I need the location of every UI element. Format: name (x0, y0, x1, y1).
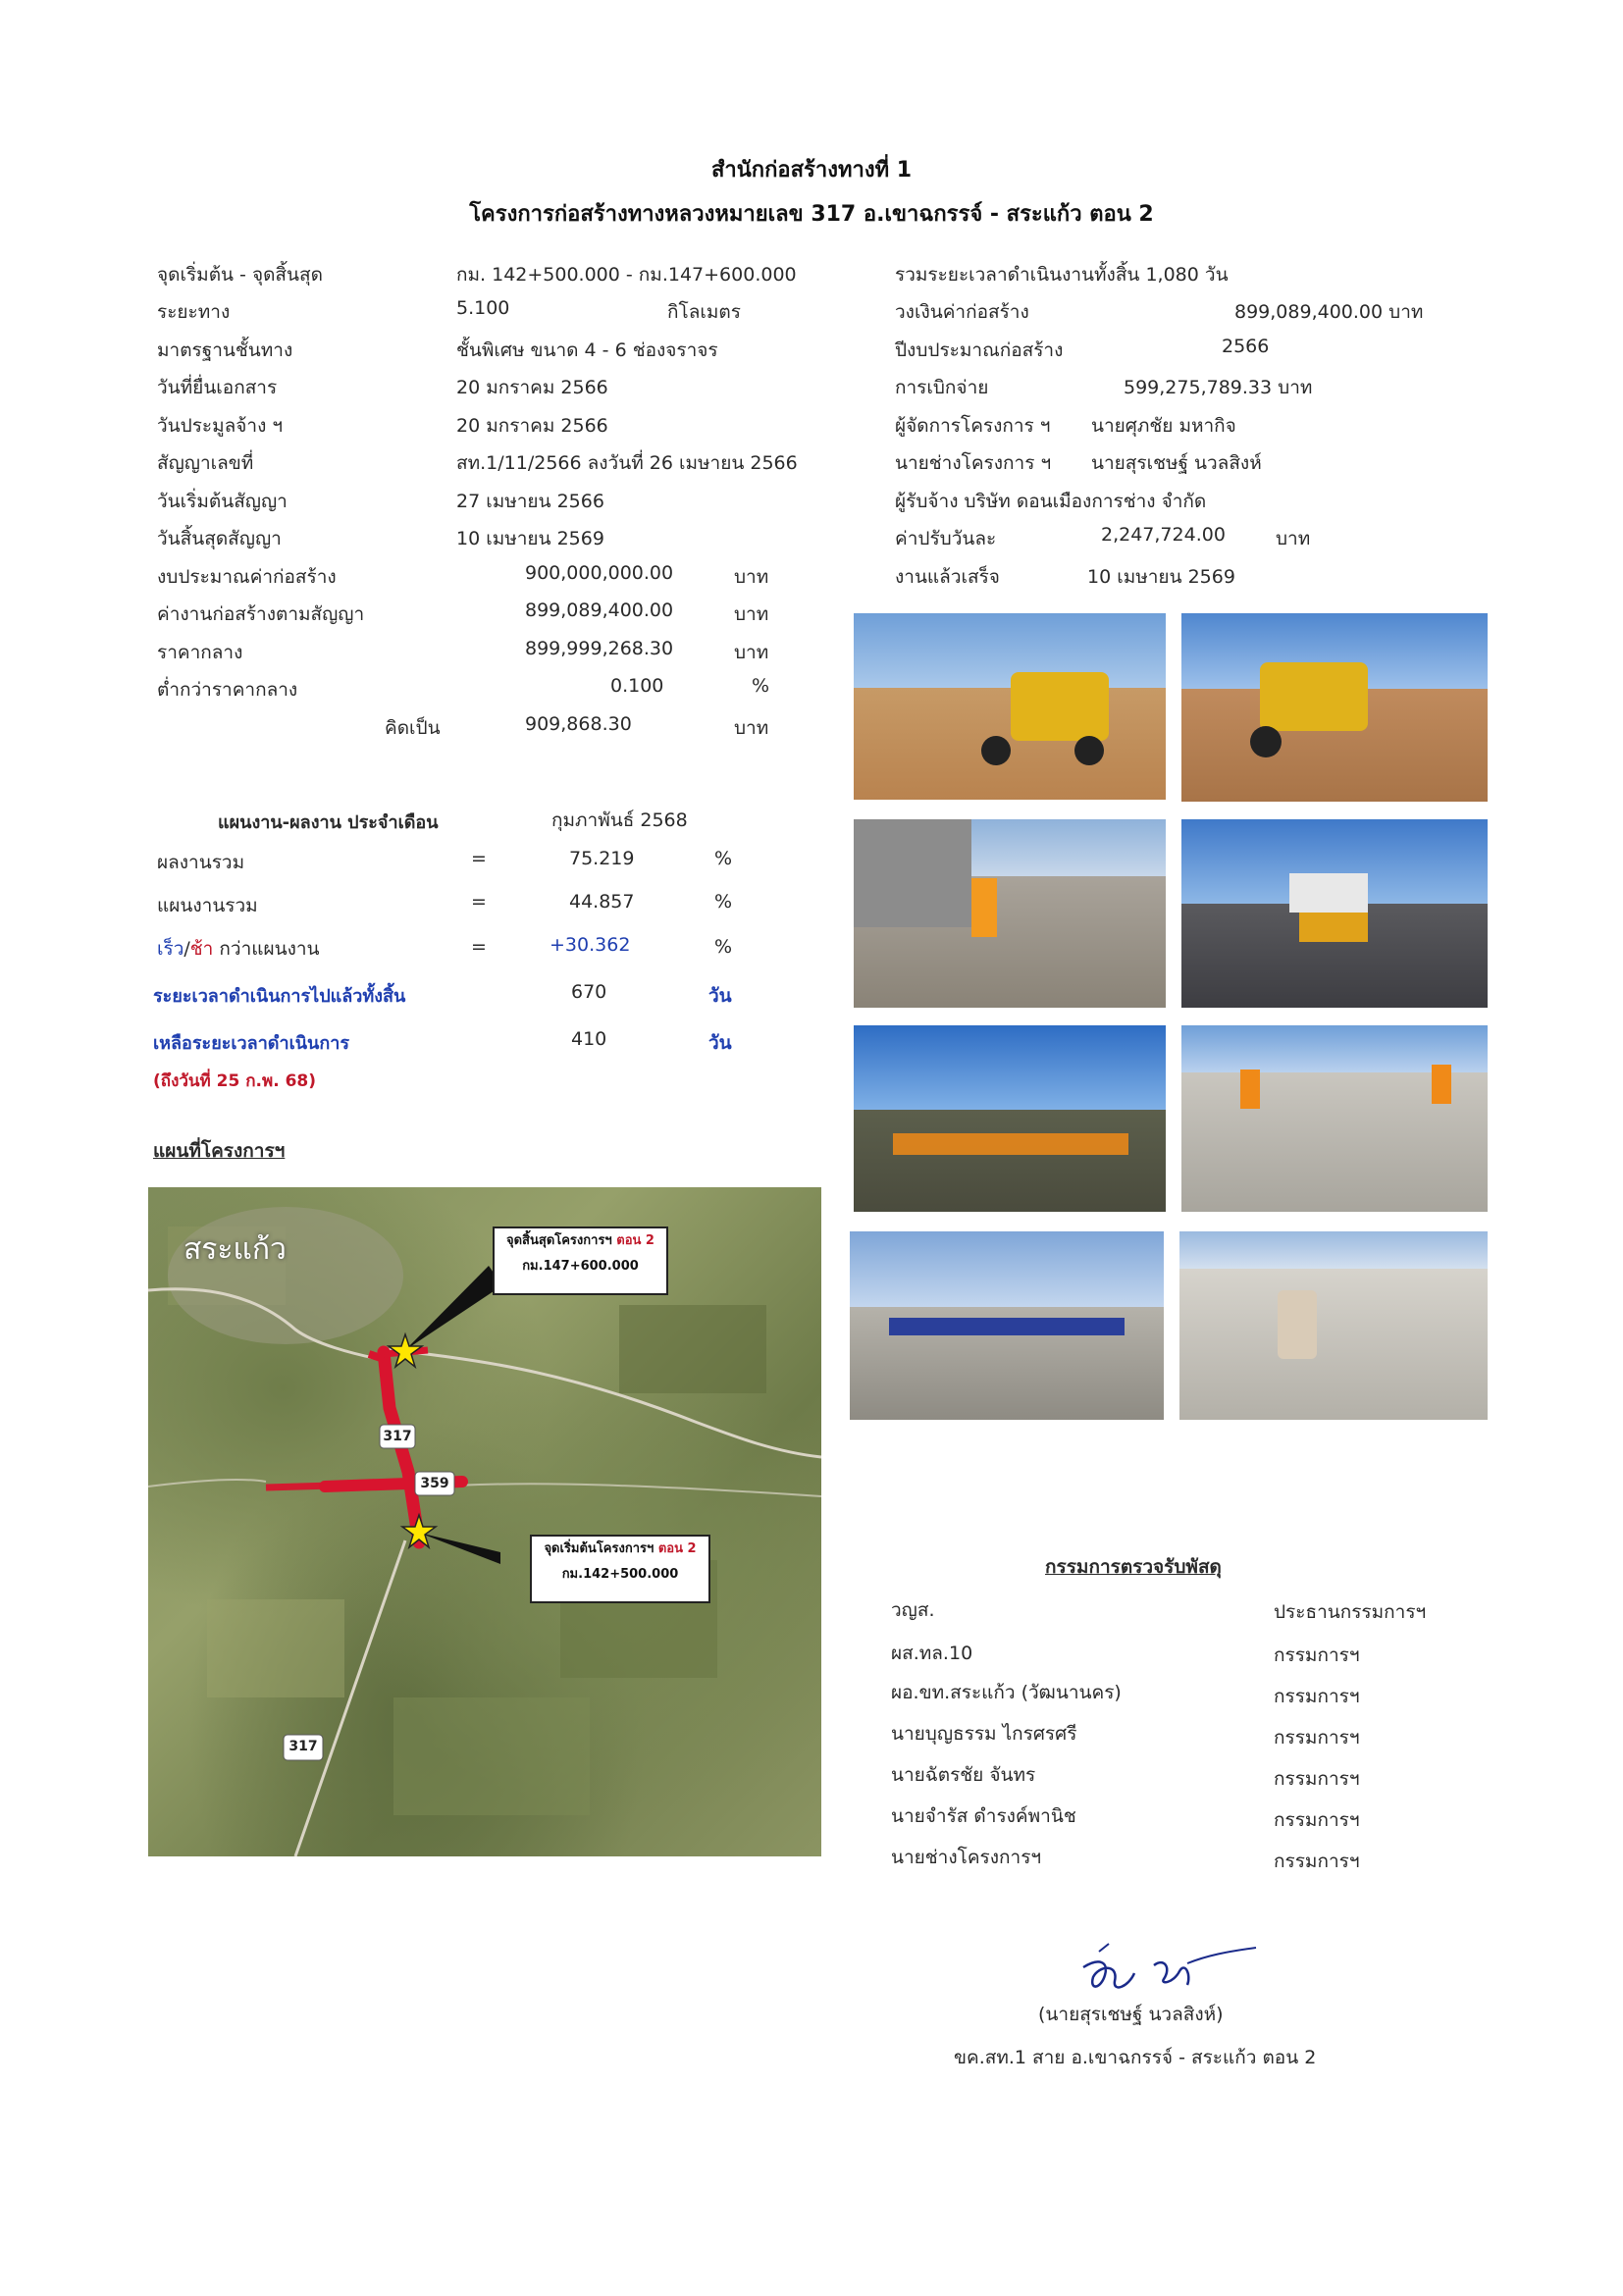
ahead-word: เร็ว (157, 938, 184, 960)
committee-member-name: ผอ.ขท.สระแก้ว (วัฒนานคร) (891, 1682, 1122, 1703)
handwritten-signature (1070, 1938, 1266, 2007)
budget-label: ราคากลาง (157, 642, 243, 663)
progress-eq: = (471, 891, 487, 913)
start-point-km: กม.142+500.000 (561, 1567, 679, 1582)
fiscal-year-value: 2566 (1222, 336, 1270, 357)
construction-photo-barrier-plaster (1179, 1231, 1488, 1420)
construction-photo-workers (854, 1025, 1166, 1212)
end-point-section: ตอน 2 (616, 1233, 654, 1248)
info-label: วันที่ยื่นเอกสาร (157, 377, 278, 398)
info-label: จุดเริ่มต้น - จุดสิ้นสุด (157, 264, 323, 286)
elapsed-label: ระยะเวลาดำเนินการไปแล้วทั้งสิ้น (153, 986, 406, 1007)
budget-value: 899,999,268.30 (525, 638, 674, 659)
info-value: 20 มกราคม 2566 (456, 377, 608, 398)
map-city-label: สระแก้ว (183, 1232, 287, 1267)
map-svg (148, 1187, 821, 1856)
info-value: 10 เมษายน 2569 (456, 528, 604, 549)
start-point-title-line (532, 1537, 708, 1562)
remaining-label: เหลือระยะเวลาดำเนินการ (153, 1033, 350, 1054)
end-point-title: จุดสิ้นสุดโครงการฯ (506, 1233, 612, 1248)
progress-unit: % (714, 936, 733, 958)
info-unit: กิโลเมตร (667, 301, 741, 323)
committee-member-role: กรรมการฯ (1274, 1768, 1360, 1790)
progress-month: กุมภาพันธ์ 2568 (551, 809, 688, 831)
committee-member-role: กรรมการฯ (1274, 1686, 1360, 1707)
budget-unit: บาท (734, 642, 769, 663)
progress-heading: แผนงาน-ผลงาน ประจำเดือน (218, 812, 439, 833)
progress-eq: = (471, 936, 487, 958)
progress-label: แผนงานรวม (157, 895, 258, 916)
info-value: 5.100 (456, 297, 510, 319)
end-point-km: กม.147+600.000 (522, 1259, 639, 1274)
completion-label: งานแล้วเสร็จ (895, 566, 1000, 588)
map-heading: แผนที่โครงการฯ (153, 1140, 286, 1162)
slash: / (183, 938, 190, 960)
info-value: สท.1/11/2566 ลงวันที่ 26 เมษายน 2566 (456, 452, 798, 474)
construction-photo-grader (854, 613, 1166, 800)
progress-value: 75.219 (569, 848, 635, 869)
budget-value: 909,868.30 (525, 713, 632, 735)
committee-member-name: นายฉัตรชัย จันทร (891, 1764, 1036, 1786)
committee-member-role: กรรมการฯ (1274, 1644, 1360, 1666)
info-value: กม. 142+500.000 - กม.147+600.000 (456, 264, 797, 286)
start-point-title: จุดเริ่มต้นโครงการฯ (544, 1541, 654, 1556)
route-shield-317: 317 (288, 1739, 318, 1754)
committee-heading: กรรมการตรวจรับพัสดุ (1045, 1556, 1222, 1578)
disbursement-value: 599,275,789.33 บาท (1124, 377, 1313, 398)
elapsed-value: 670 (571, 981, 607, 1003)
progress-unit: % (714, 848, 733, 869)
progress-eq: = (471, 848, 487, 869)
info-label: มาตรฐานชั้นทาง (157, 339, 293, 361)
progress-value: 44.857 (569, 891, 635, 913)
remaining-value: 410 (571, 1028, 607, 1050)
project-manager-label: ผู้จัดการโครงการ ฯ (895, 415, 1051, 437)
route-shield-317-top: 317 (383, 1429, 412, 1444)
info-value: ชั้นพิเศษ ขนาด 4 - 6 ช่องจราจร (456, 339, 718, 361)
info-label: วันประมูลจ้าง ฯ (157, 415, 284, 437)
committee-member-name: ผส.ทล.10 (891, 1643, 973, 1664)
duration-text: รวมระยะเวลาดำเนินงานทั้งสิ้น 1,080 วัน (895, 264, 1229, 286)
project-title: โครงการก่อสร้างทางหลวงหมายเลข 317 อ.เขาฉกรรจ์ - สระแก้ว ตอน 2 (469, 202, 1154, 227)
project-map (148, 1187, 821, 1856)
budget-label: งบประมาณค่าก่อสร้าง (157, 566, 337, 588)
committee-member-name: วญส. (891, 1599, 935, 1621)
ahead-behind-label (157, 934, 320, 964)
signatory-name: (นายสุรเชษฐ์ นวลสิงห์) (1038, 2004, 1224, 2025)
start-point-section: ตอน 2 (657, 1541, 697, 1556)
construction-photo-concrete-pour (854, 819, 1166, 1008)
budget-label: ต่ำกว่าราคากลาง (157, 679, 298, 701)
construction-photo-finishing (1181, 1025, 1488, 1212)
info-value: 20 มกราคม 2566 (456, 415, 608, 437)
progress-label: ผลงานรวม (157, 852, 245, 873)
info-value: 27 เมษายน 2566 (456, 491, 604, 512)
project-engineer-label: นายช่างโครงการ ฯ (895, 452, 1052, 474)
end-point-callout (493, 1226, 668, 1295)
as-of-date: (ถึงวันที่ 25 ก.พ. 68) (153, 1071, 316, 1091)
construction-photo-grader-2 (1181, 613, 1488, 802)
daily-fine-label: ค่าปรับวันละ (895, 528, 997, 549)
daily-fine-value: 2,247,724.00 (1101, 524, 1226, 546)
budget-value: 900,000,000.00 (525, 562, 674, 584)
contract-budget-value: 899,089,400.00 บาท (1234, 301, 1424, 323)
info-label: วันสิ้นสุดสัญญา (157, 528, 282, 549)
committee-member-name: นายบุญธรรม ไกรศรศรี (891, 1723, 1077, 1745)
committee-member-name: นายจำรัส ดำรงค์พานิช (891, 1805, 1076, 1827)
committee-member-name: นายช่างโครงการฯ (891, 1847, 1042, 1868)
budget-value: 0.100 (610, 675, 664, 697)
contractor-text: ผู้รับจ้าง บริษัท ดอนเมืองการช่าง จำกัด (895, 491, 1207, 512)
budget-label: ค่างานก่อสร้างตามสัญญา (157, 603, 365, 625)
signatory-position: ขค.สท.1 สาย อ.เขาฉกรรจ์ - สระแก้ว ตอน 2 (954, 2047, 1317, 2068)
elapsed-unit: วัน (708, 985, 732, 1007)
budget-unit: บาท (734, 603, 769, 625)
completion-value: 10 เมษายน 2569 (1087, 566, 1235, 588)
committee-member-role: กรรมการฯ (1274, 1727, 1360, 1748)
info-label: วันเริ่มต้นสัญญา (157, 491, 288, 512)
ahead-value: +30.362 (550, 934, 631, 956)
committee-member-role: ประธานกรรมการฯ (1274, 1601, 1427, 1623)
office-title: สำนักก่อสร้างทางที่ 1 (710, 158, 913, 183)
budget-unit: บาท (734, 566, 769, 588)
behind-word: ช้า (189, 938, 214, 960)
project-engineer-value: นายสุรเชษฐ์ นวลสิงห์ (1091, 452, 1262, 474)
daily-fine-unit: บาท (1276, 528, 1311, 549)
progress-unit: % (714, 891, 733, 913)
project-manager-value: นายศุภชัย มหากิจ (1091, 415, 1236, 437)
budget-label: คิดเป็น (385, 717, 441, 739)
end-point-title-line (495, 1228, 666, 1254)
committee-member-role: กรรมการฯ (1274, 1809, 1360, 1831)
remaining-unit: วัน (708, 1032, 732, 1054)
start-point-callout (530, 1535, 710, 1603)
contract-budget-label: วงเงินค่าก่อสร้าง (895, 301, 1029, 323)
disbursement-label: การเบิกจ่าย (895, 377, 989, 398)
info-label: ระยะทาง (157, 301, 231, 323)
route-shield-359: 359 (420, 1476, 449, 1491)
budget-value: 899,089,400.00 (525, 600, 674, 621)
budget-unit: % (752, 675, 770, 697)
info-label: สัญญาเลขที่ (157, 452, 254, 474)
budget-unit: บาท (734, 717, 769, 739)
committee-member-role: กรรมการฯ (1274, 1851, 1360, 1872)
fiscal-year-label: ปีงบประมาณก่อสร้าง (895, 339, 1064, 361)
ahead-behind-rest: กว่าแผนงาน (213, 938, 320, 960)
construction-photo-paver (1181, 819, 1488, 1008)
construction-photo-barrier-forms (850, 1231, 1164, 1420)
